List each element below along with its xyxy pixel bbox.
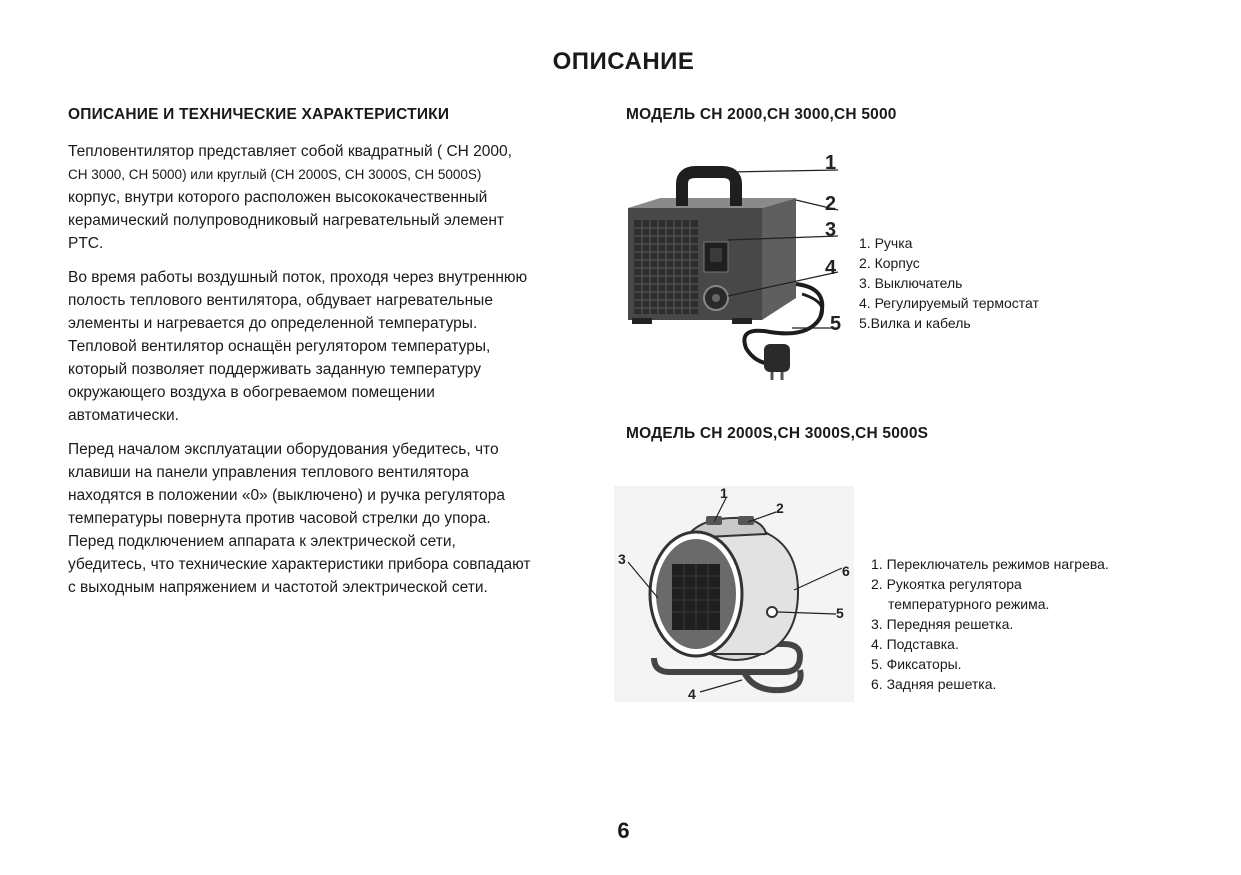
round-heater-illustration (614, 486, 854, 702)
legend-item: 2. Корпус (859, 255, 920, 271)
legend-item: 1. Переключатель режимов нагрева. (871, 556, 1109, 572)
paragraph-line: полость теплового вентилятора, обдувает нагревательные (68, 292, 493, 309)
legend-item: 3. Выключатель (859, 275, 963, 291)
legend-item: 3. Передняя решетка. (871, 616, 1014, 632)
paragraph-line: автоматически. (68, 407, 179, 424)
square-heater-illustration (620, 148, 856, 388)
callout-label: 4 (688, 686, 696, 702)
paragraph-line: Тепловой вентилятор оснащён регулятором температуры, (68, 338, 491, 355)
callout-label: 3 (825, 219, 837, 241)
section-heading: ОПИСАНИЕ И ТЕХНИЧЕСКИЕ ХАРАКТЕРИСТИКИ (68, 106, 450, 123)
paragraph-line: убедитесь, что технические характеристики прибора совпадают (68, 556, 531, 573)
paragraph-line: находятся в положении «0» (выключено) и ручка регулятора (68, 487, 506, 504)
callout-label: 1 (825, 152, 837, 174)
paragraph-line: Тепловентилятор представляет собой квадратный ( CH 2000, (68, 143, 512, 160)
callout-label: 2 (825, 193, 837, 215)
model2-legend (871, 554, 1109, 694)
paragraph-line: температуры повернута против часовой стрелки до упора. (68, 510, 491, 527)
paragraph-line: клавиши на панели управления теплового вентилятора (68, 464, 469, 481)
legend-item: 4. Регулируемый термостат (859, 295, 1039, 311)
callout-label: 1 (720, 486, 728, 501)
legend-item: 1. Ручка (859, 235, 913, 251)
paragraph-line: который позволяет поддерживать заданную температуру (68, 361, 481, 378)
callout-label: 3 (618, 551, 626, 567)
paragraph-precautions (68, 438, 531, 599)
paragraph-line: CH 3000, CH 5000) или круглый (CH 2000S, CH 3000S, CH 5000S) (68, 167, 482, 182)
legend-item: 6. Задняя решетка. (871, 676, 997, 692)
paragraph-line: Перед подключением аппарата к электрической сети, (68, 533, 456, 550)
legend-item: температурного режима. (888, 596, 1050, 612)
paragraph-description (68, 140, 512, 255)
callout-label: 2 (776, 500, 784, 516)
page-number: 6 (617, 818, 630, 843)
paragraph-line: окружающего воздуха в обогреваемом помещении (68, 384, 435, 401)
paragraph-line: с выходным напряжением и частотой электрической сети. (68, 579, 488, 596)
legend-item: 5. Фиксаторы. (871, 656, 962, 672)
model1-legend (859, 233, 1039, 333)
legend-item: 4. Подставка. (871, 636, 959, 652)
page-title: ОПИСАНИЕ (552, 48, 695, 75)
paragraph-line: керамический полупроводниковый нагревательный элемент (68, 212, 504, 229)
model2-heading: МОДЕЛЬ CH 2000S,CH 3000S,CH 5000S (626, 425, 929, 442)
legend-item: 5.Вилка и кабель (859, 315, 971, 331)
callout-label: 5 (836, 605, 844, 621)
paragraph-line: Во время работы воздушный поток, проходя через внутреннюю (68, 269, 528, 286)
callout-label: 6 (842, 563, 850, 579)
paragraph-line: корпус, внутри которого расположен высококачественный (68, 189, 488, 206)
model1-heading: МОДЕЛЬ CH 2000,CH 3000,CH 5000 (626, 106, 897, 123)
paragraph-line: PTC. (68, 235, 104, 252)
paragraph-line: Перед началом эксплуатации оборудования убедитесь, что (68, 441, 499, 458)
callout-label: 5 (830, 313, 842, 335)
callout-label: 4 (825, 257, 837, 279)
paragraph-line: элементы и нагревается до определенной температуры. (68, 315, 478, 332)
paragraph-operation (68, 266, 527, 427)
legend-item: 2. Рукоятка регулятора (871, 576, 1022, 592)
